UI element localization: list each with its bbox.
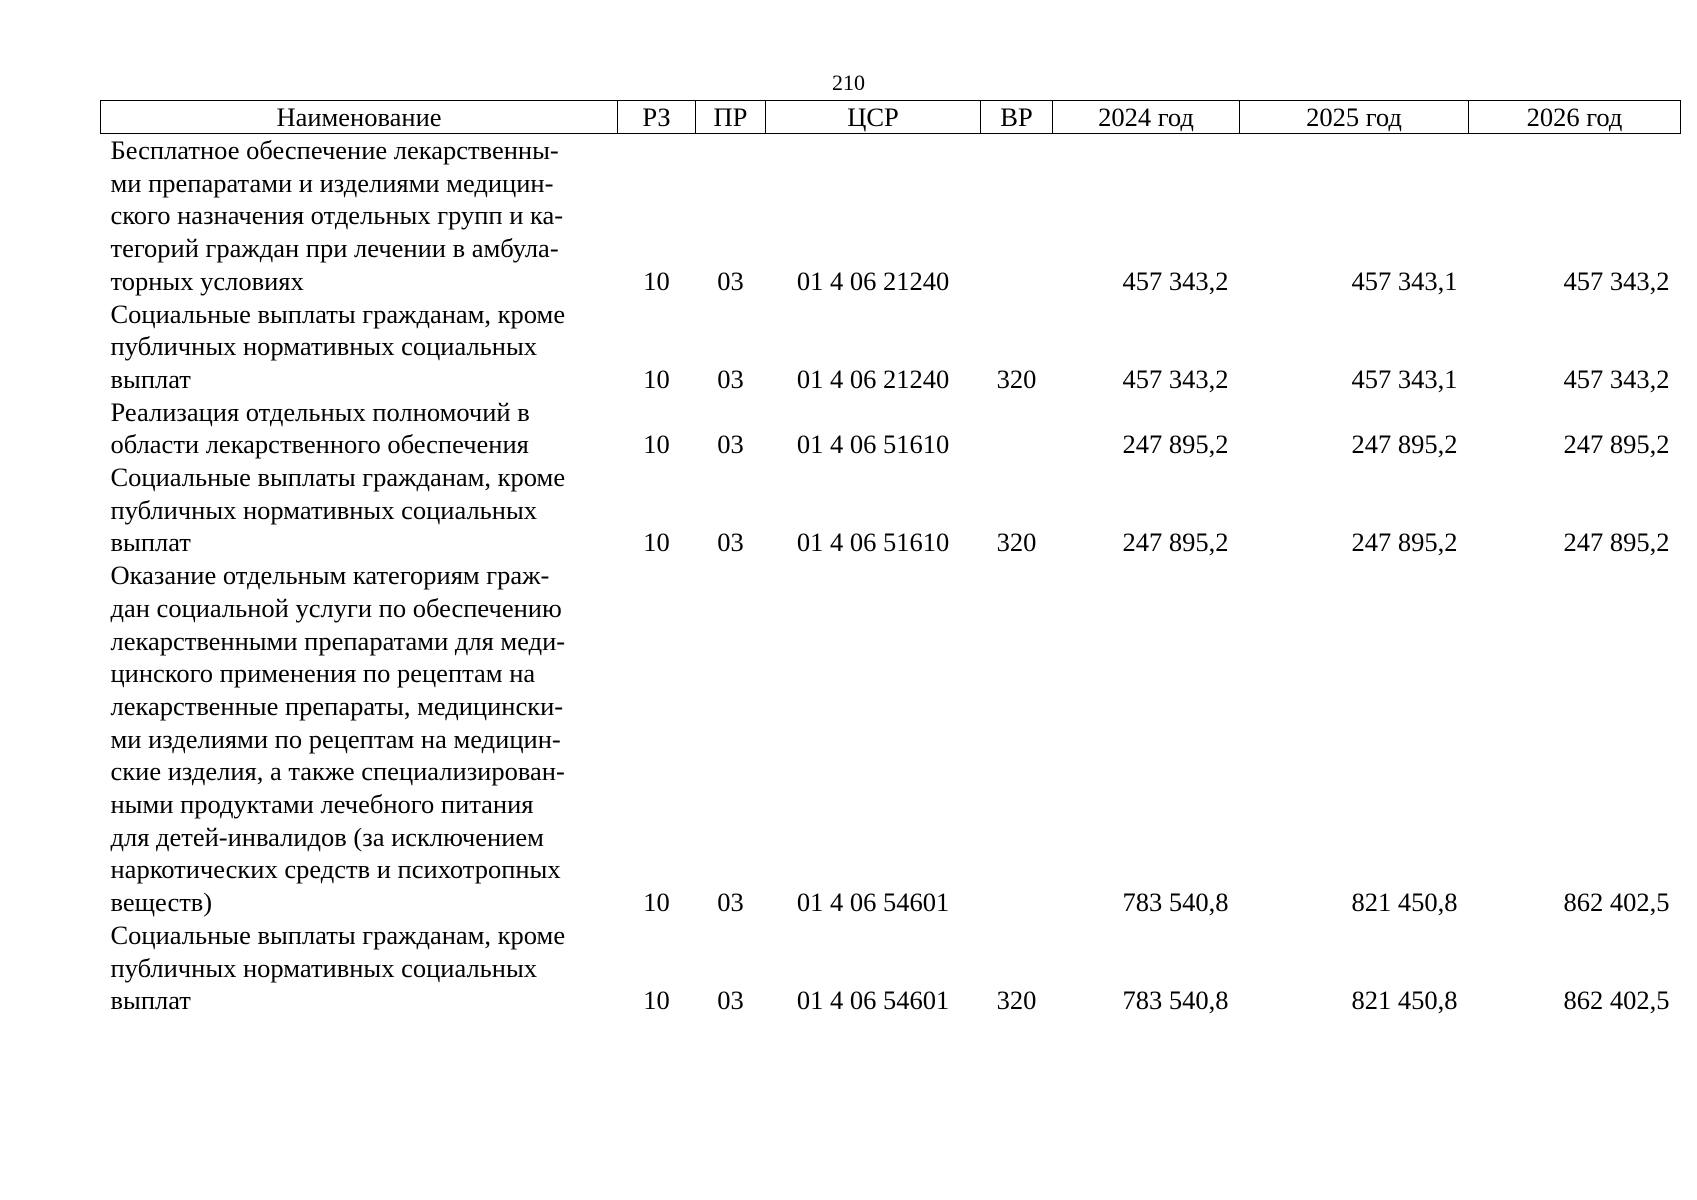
row-name (101, 559, 618, 919)
cell-csr: 01 4 06 51610 (796, 527, 950, 558)
cell-2026: 247 895,2 (1563, 527, 1670, 558)
name-line: торных условиях (110, 265, 304, 296)
table-row (101, 919, 1681, 1017)
name-line: тегорий граждан при лечении в амбула- (110, 233, 559, 264)
cell-csr: 01 4 06 21240 (796, 265, 950, 296)
cell-2026: 457 343,2 (1563, 265, 1670, 296)
cell-2026: 457 343,2 (1563, 363, 1670, 394)
cell-pr: 03 (717, 265, 744, 296)
name-line: публичных нормативных социальных (110, 494, 537, 525)
table-row (101, 396, 1681, 461)
cell-pr: 03 (717, 527, 744, 558)
cell-2024: 783 540,8 (1122, 985, 1229, 1016)
cell-2025: 247 895,2 (1351, 429, 1458, 460)
cell-vr: 320 (996, 985, 1037, 1016)
cell-pr: 03 (717, 887, 744, 918)
table-row (101, 298, 1681, 396)
cell-rz: 10 (643, 363, 670, 394)
cell-csr: 01 4 06 54601 (796, 887, 950, 918)
cell-2025: 247 895,2 (1351, 527, 1458, 558)
name-line: для детей-инвалидов (за исключением (110, 821, 544, 852)
header-name: Наименование (101, 101, 618, 134)
name-line: Социальные выплаты гражданам, кроме (110, 919, 566, 950)
cell-vr: 320 (996, 363, 1037, 394)
name-line: области лекарственного обеспечения (110, 429, 529, 460)
cell-2026: 247 895,2 (1563, 429, 1670, 460)
name-line: ми изделиями по рецептам на медицин- (110, 723, 561, 754)
name-line: наркотических средств и психотропных (110, 854, 561, 885)
cell-vr (981, 134, 1053, 298)
row-name (101, 919, 618, 1017)
name-line: цинского применения по рецептам на (110, 658, 536, 689)
cell-2025: 821 450,8 (1351, 887, 1458, 918)
name-line: Оказание отдельным категориям граж- (110, 560, 550, 591)
budget-table (100, 100, 1681, 1017)
name-line: ского назначения отдельных групп и ка- (110, 200, 564, 231)
name-line: дан социальной услуги по обеспечению (110, 592, 562, 623)
name-line: лекарственными препаратами для меди- (110, 625, 566, 656)
cell-2024: 247 895,2 (1122, 429, 1229, 460)
name-line: Реализация отдельных полномочий в (110, 396, 530, 427)
name-line: лекарственные препараты, медицински- (110, 690, 564, 721)
name-line: выплат (110, 985, 191, 1016)
header-2024: 2024 год (1053, 101, 1240, 134)
cell-2025: 457 343,1 (1351, 265, 1458, 296)
cell-2025: 457 343,1 (1351, 363, 1458, 394)
cell-2026: 862 402,5 (1563, 985, 1670, 1016)
cell-rz: 10 (643, 429, 670, 460)
cell-2024: 247 895,2 (1122, 527, 1229, 558)
header-rz: РЗ (618, 101, 696, 134)
name-line: публичных нормативных социальных (110, 952, 537, 983)
cell-csr: 01 4 06 54601 (796, 985, 950, 1016)
cell-rz: 10 (643, 985, 670, 1016)
cell-2025: 821 450,8 (1351, 985, 1458, 1016)
cell-2024: 783 540,8 (1122, 887, 1229, 918)
name-line: Социальные выплаты гражданам, кроме (110, 298, 566, 329)
cell-2024: 457 343,2 (1122, 265, 1229, 296)
name-line: ными продуктами лечебного питания (110, 789, 534, 820)
cell-rz: 10 (643, 265, 670, 296)
name-line: веществ) (110, 887, 213, 918)
cell-rz: 10 (643, 887, 670, 918)
table-row (101, 559, 1681, 919)
cell-pr: 03 (717, 363, 744, 394)
row-name (101, 134, 618, 298)
cell-2026: 862 402,5 (1563, 887, 1670, 918)
name-line: выплат (110, 363, 191, 394)
cell-vr (981, 396, 1053, 461)
name-line: ские изделия, а также специализирован- (110, 756, 565, 787)
header-vr: ВР (981, 101, 1053, 134)
name-line: выплат (110, 527, 191, 558)
header-csr: ЦСР (766, 101, 981, 134)
row-name (101, 396, 618, 461)
name-line: публичных нормативных социальных (110, 331, 537, 362)
cell-vr: 320 (996, 527, 1037, 558)
cell-csr: 01 4 06 21240 (796, 363, 950, 394)
cell-vr (981, 559, 1053, 919)
table-header-row (101, 101, 1681, 134)
cell-pr: 03 (717, 429, 744, 460)
row-name (101, 298, 618, 396)
cell-pr: 03 (717, 985, 744, 1016)
name-line: Социальные выплаты гражданам, кроме (110, 462, 566, 493)
row-name (101, 461, 618, 559)
header-2026: 2026 год (1469, 101, 1681, 134)
name-line: ми препаратами и изделиями медицин- (110, 167, 554, 198)
cell-csr: 01 4 06 51610 (796, 429, 950, 460)
cell-2024: 457 343,2 (1122, 363, 1229, 394)
page-number: 210 (832, 70, 865, 95)
table-row (101, 134, 1681, 298)
table-row (101, 461, 1681, 559)
header-2025: 2025 год (1240, 101, 1469, 134)
name-line: Бесплатное обеспечение лекарственны- (110, 135, 559, 165)
cell-rz: 10 (643, 527, 670, 558)
header-pr: ПР (696, 101, 766, 134)
